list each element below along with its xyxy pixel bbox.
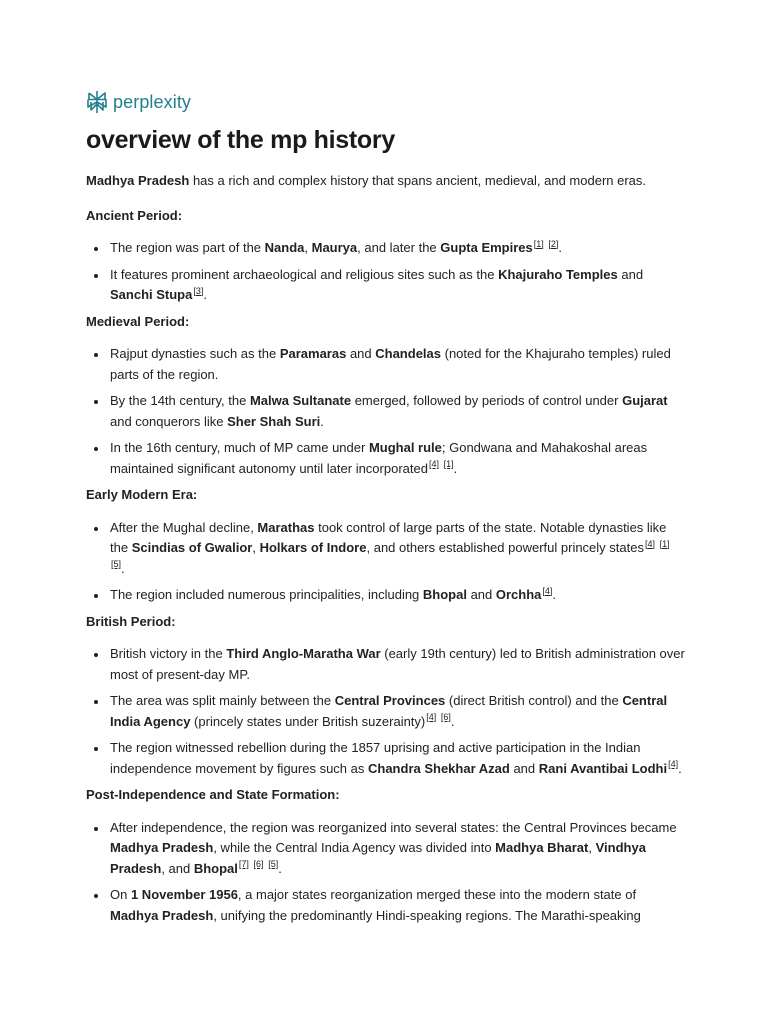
text-span: , and later the — [357, 240, 441, 255]
text-span: , — [252, 540, 260, 555]
text-span: In the 16th century, much of MP came under — [110, 440, 369, 455]
text-span: . — [558, 240, 563, 255]
bold-term: Gujarat — [622, 393, 668, 408]
bold-term: Orchha — [495, 587, 542, 602]
list-item — [110, 438, 686, 479]
bold-term: Malwa Sultanate — [249, 393, 352, 408]
bold-term: 1 November 1956 — [130, 887, 238, 902]
citation-link[interactable]: [5] — [268, 859, 279, 870]
bold-term: Marathas — [257, 519, 315, 535]
text-span: Rajput dynasties such as the — [110, 346, 280, 361]
text-span: After independence, the region was reorganized into several states: the Central Provinces became — [110, 819, 677, 835]
citation-link[interactable]: [1] — [659, 538, 670, 549]
list-item — [110, 238, 686, 259]
text-span: . — [320, 413, 324, 429]
citation-link[interactable]: [6] — [440, 712, 451, 723]
list-early-modern — [86, 518, 686, 606]
citation-link[interactable]: [4] — [428, 459, 439, 470]
citation-link[interactable]: [6] — [253, 859, 264, 870]
text-span: The area was split mainly between the — [110, 693, 335, 708]
section-heading-ancient: Ancient Period: — [86, 207, 183, 223]
text-span: (princely states under British suzerainty) — [190, 713, 426, 729]
bold-term: Scindias of Gwalior — [131, 540, 253, 555]
text-span: , and — [161, 860, 194, 876]
citation-link[interactable]: [1] — [443, 459, 454, 470]
brand-logo[interactable] — [86, 90, 191, 114]
bold-term: Chandelas — [375, 346, 441, 361]
text-span: , unifying the predominantly Hindi-speaking regions. The Marathi-speaking — [213, 907, 641, 923]
text-span: (early 19th century) led to British administration over most of present-day MP. — [110, 646, 685, 682]
section-heading-post-independence: Post-Independence and State Formation: — [86, 787, 340, 802]
bold-term: Gupta Empires — [440, 240, 533, 255]
citation-link[interactable]: [4] — [542, 585, 553, 596]
text-span: It features prominent archaeological and religious sites such as the — [110, 266, 499, 282]
bold-term: Mughal rule — [368, 440, 442, 455]
text-span: After the Mughal decline, — [110, 519, 258, 535]
list-item — [110, 885, 686, 926]
list-item — [110, 644, 686, 685]
bold-term: Madhya Pradesh — [110, 840, 214, 855]
bold-term: Nanda — [264, 240, 305, 255]
text-span: The region witnessed rebellion during the 1857 uprising and active participation in the Indian independence movement by figures such as — [110, 740, 641, 776]
text-span: . — [453, 460, 458, 476]
text-span: , — [588, 840, 596, 855]
intro-paragraph — [86, 171, 686, 192]
section-heading-british: British Period: — [86, 613, 176, 629]
bold-term: Madhya Bharat — [495, 840, 589, 855]
bold-term: Central Provinces — [334, 693, 446, 708]
list-ancient — [86, 238, 686, 306]
list-british — [86, 644, 686, 779]
bold-term: Chandra Shekhar Azad — [368, 760, 510, 776]
text-span: and — [617, 266, 644, 282]
bold-term: Bhopal — [422, 587, 467, 602]
bold-term: Paramaras — [279, 346, 347, 361]
bold-term: Bhopal — [193, 860, 238, 876]
text-span: . — [678, 760, 682, 776]
text-span: and conquerors like — [110, 413, 228, 429]
text-span: The region was part of the — [110, 240, 265, 255]
text-span: , while the Central India Agency was divided into — [213, 840, 496, 855]
text-span: . — [278, 860, 282, 876]
page-title: overview of the mp history — [86, 126, 395, 154]
list-post-independence — [86, 818, 686, 927]
list-item — [110, 738, 686, 779]
list-item — [110, 818, 686, 880]
intro-bold: Madhya Pradesh — [86, 173, 190, 188]
text-span: ; Gondwana and Mahakoshal areas maintained significant autonomy until later incorporated — [110, 440, 648, 476]
list-item — [110, 585, 686, 606]
bold-term: Holkars of Indore — [259, 540, 367, 555]
citation-link[interactable]: [5] — [111, 559, 122, 570]
intro-text: has a rich and complex history that spans ancient, medieval, and modern eras. — [189, 173, 647, 188]
bold-term: Vindhya Pradesh — [110, 840, 646, 876]
list-item — [110, 391, 686, 432]
bold-term: Third Anglo-Maratha War — [226, 646, 381, 661]
text-span: The region included numerous principalities, including — [110, 587, 423, 602]
text-span: . — [203, 287, 207, 302]
text-span: emerged, followed by periods of control under — [351, 393, 623, 408]
bold-term: Maurya — [311, 240, 358, 255]
text-span: and — [466, 587, 496, 602]
list-item — [110, 518, 686, 580]
list-item — [110, 265, 686, 306]
bold-term: Central India Agency — [110, 693, 668, 729]
text-span: . — [121, 560, 125, 576]
list-medieval — [86, 344, 686, 479]
citation-link[interactable]: [4] — [668, 759, 679, 770]
text-span: (noted for the Khajuraho temples) ruled parts of the region. — [110, 346, 671, 382]
text-span: , a major states reorganization merged these into the modern state of — [237, 887, 637, 902]
perplexity-logo-icon — [86, 90, 108, 114]
bold-term: Madhya Pradesh — [110, 907, 214, 923]
bold-term: Khajuraho Temples — [498, 266, 618, 282]
section-heading-medieval: Medieval Period: — [86, 313, 190, 329]
text-span: . — [450, 713, 455, 729]
brand-name: perplexity — [113, 91, 192, 112]
citation-link[interactable]: [7] — [238, 859, 249, 870]
list-item — [110, 344, 686, 385]
citation-link[interactable]: [2] — [548, 238, 559, 249]
citation-link[interactable]: [3] — [193, 285, 204, 296]
list-item — [110, 691, 686, 732]
bold-term: Sanchi Stupa — [110, 287, 193, 302]
answer-body — [86, 171, 686, 932]
bold-term: Rani Avantibai Lodhi — [538, 760, 668, 776]
citation-link[interactable]: [4] — [426, 712, 437, 723]
text-span: . — [552, 587, 557, 602]
text-span: , — [304, 240, 312, 255]
citation-link[interactable]: [4] — [644, 538, 655, 549]
text-span: and — [509, 760, 539, 776]
text-span: took control of large parts of the state. Notable dynasties like the — [110, 519, 667, 555]
text-span: By the 14th century, the — [110, 393, 250, 408]
section-heading-early-modern: Early Modern Era: — [86, 487, 198, 502]
text-span: and — [346, 346, 376, 361]
text-span: On — [110, 887, 131, 902]
text-span: (direct British control) and the — [445, 693, 623, 708]
citation-link[interactable]: [1] — [533, 238, 544, 249]
bold-term: Sher Shah Suri — [227, 413, 321, 429]
text-span: British victory in the — [110, 646, 227, 661]
text-span: , and others established powerful princely states — [366, 540, 644, 555]
